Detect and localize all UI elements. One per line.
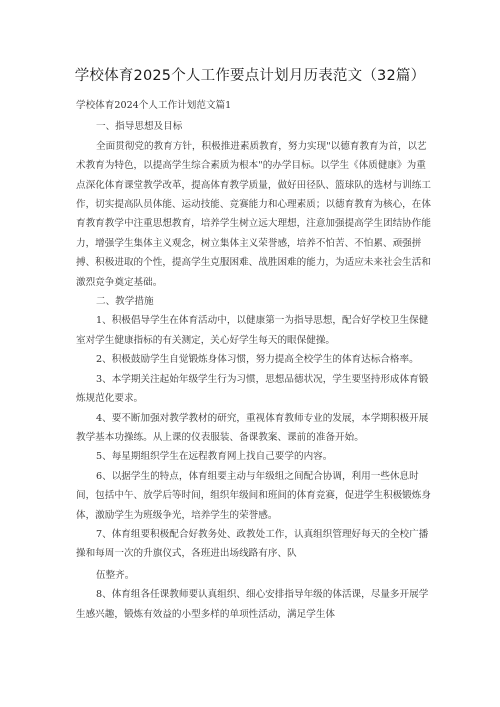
- article-subtitle: 学校体育2024个人工作计划范文篇1: [76, 100, 232, 111]
- measure-item-2: 2、积极鼓励学生自觉锻炼身体习惯，努力提高全校学生的体育达标合格率。: [96, 354, 419, 366]
- measure-item-3: 3、本学期关注起始年级学生行为习惯，思想品德状况，学生要坚持形成体育锻炼规范化要求。: [76, 373, 429, 405]
- measure-item-1: 1、积极倡导学生在体育活动中，以健康第一为指导思想，配合好学校卫生保健室对学生健康指标的有关测定，关心好学生每天的眼保健操。: [76, 315, 429, 346]
- measure-item-8: 8、体育组各任课教师要认真组织、细心安排指导年级的体活课，尽量多开展学生感兴趣，锻炼有效益的小型多样的单项性活动，满足学生体: [76, 589, 429, 620]
- document-title: 学校体育2025个人工作要点计划月历表范文（32篇）: [74, 68, 426, 84]
- measure-item-6: 6、以据学生的特点，体育组要主动与年级组之间配合协调，利用一些休息时间，包括中午、放学后等时间，组织年级间和班间的体育竞赛，促进学生积极锻炼身体，激励学生为班级争光，培养学生的荣誉感。: [76, 470, 431, 521]
- measure-item-4: 4、要不断加强对教学教材的研究，重视体育教师专业的发展，本学期积极开展教学基本功操练。从上课的仪表服装、备课教案、课前的准备开始。: [76, 412, 429, 443]
- document-body: [76, 96, 432, 624]
- section-paragraph-guiding: 全面贯彻党的教育方针，积极推进素质教育，努力实现"以德育教育为首，以艺术教育为特色，以提高学生综合素质为根本"的办学目标。以学生《体质健康》为重点深化体育课堂教学改革，提高体育教学质量，做好田径队、篮球队的选材与训练工作，切实提高队员体能、运动技能、竞赛能力和心理素质；以德育教育为核心，在体育教育教学中注重思想教育，培养学生树立远大理想，注意加强提高学生团结协作能力，增强学生集体主义观念，树立集体主义荣誉感，培养不怕苦、不怕累、顽强拼搏、积极进取的个性，提高学生克服困难、战胜困难的能力，为适应未来社会生活和激烈竞争奠定基础。: [76, 140, 431, 288]
- measure-item-5: 5、每星期组织学生在远程教育网上找自己要学的内容。: [96, 451, 333, 463]
- section-heading-guiding: 一、指导思想及目标: [96, 121, 183, 133]
- measure-item-7-continued: 伍整齐。: [96, 569, 135, 581]
- section-heading-measures: 二、教学措施: [96, 296, 154, 308]
- measure-item-7: 7、体育组要积极配合好教务处、政教处工作，认真组织管理好每天的全校广播操和每周一次的升旗仪式，各班进出场线路有序、队: [76, 528, 429, 560]
